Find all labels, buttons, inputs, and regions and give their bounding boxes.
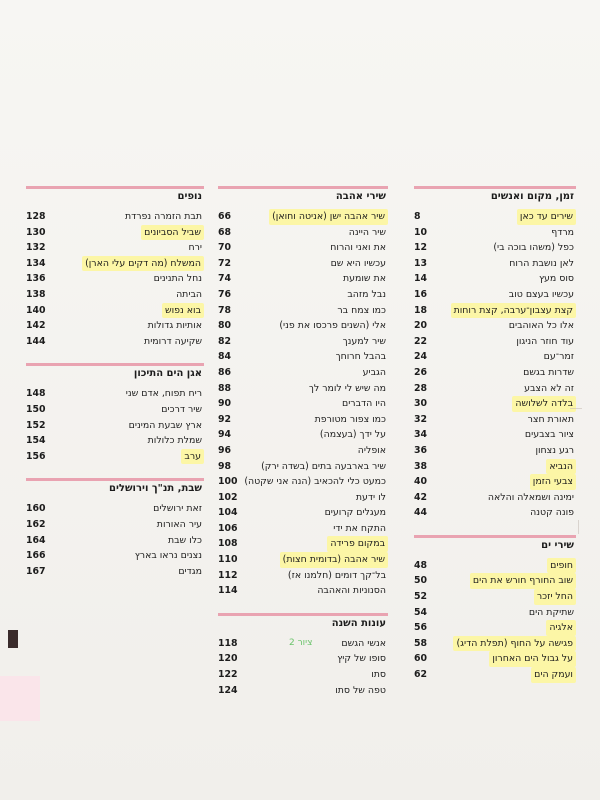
entry-title: נבל מזהב xyxy=(347,288,386,300)
entry-title: זה לא הצבע xyxy=(524,382,574,394)
entry-title: את ואני והרוח xyxy=(330,242,386,254)
toc-entry xyxy=(414,225,576,241)
section-gap xyxy=(26,464,204,478)
toc-entry xyxy=(414,318,576,334)
pencil-mark xyxy=(578,520,587,534)
entry-title: תאורת חצר xyxy=(527,413,574,425)
toc-entry xyxy=(218,427,388,443)
entry-page-number: 60 xyxy=(414,653,428,665)
entry-title: שביל הסביונים xyxy=(141,225,204,241)
section-heading: אגן הים התיכון xyxy=(26,363,204,382)
entry-page-number: 136 xyxy=(26,273,46,285)
toc-entry xyxy=(414,490,576,506)
entry-page-number: 124 xyxy=(218,684,238,696)
entry-page-number: 92 xyxy=(218,413,232,425)
entry-page-number: 8 xyxy=(414,211,421,222)
entry-page-number: 80 xyxy=(218,320,232,332)
entry-title: היו הדברים xyxy=(341,398,386,410)
entry-title: ארץ שבעת המינים xyxy=(128,419,202,431)
entry-page-number: 30 xyxy=(414,398,428,410)
entry-title: כלו שבת xyxy=(167,534,202,546)
entry-title: הגביע xyxy=(362,366,386,378)
entry-page-number: 26 xyxy=(414,366,428,378)
entry-title: נחל התנינים xyxy=(153,273,202,285)
entry-title: עכשיו היא שם xyxy=(330,257,386,269)
entry-page-number: 140 xyxy=(26,304,46,316)
entry-page-number: 82 xyxy=(218,335,232,347)
entry-page-number: 86 xyxy=(218,366,232,378)
toc-entry xyxy=(218,287,388,303)
entry-title: על ידך (בעצמה) xyxy=(319,429,386,441)
toc-entry xyxy=(414,459,576,475)
entry-title: על גבול הים האחרון xyxy=(489,651,576,667)
entry-title: שדרות בגשם xyxy=(523,366,574,378)
entry-title: חופים xyxy=(547,558,576,574)
entry-title: לאן נושבת הרוח xyxy=(509,257,574,269)
toc-entry xyxy=(26,402,204,418)
pencil-mark xyxy=(570,400,582,409)
toc-entry xyxy=(26,287,204,303)
entry-page-number: 78 xyxy=(218,304,232,316)
toc-entry xyxy=(218,683,388,699)
section-heading: זמן, מקום ואנשים xyxy=(414,186,576,205)
entry-page-number: 108 xyxy=(218,538,238,550)
toc-entry xyxy=(218,256,388,272)
entry-title: סתו xyxy=(371,669,386,681)
entry-title: צבעי הזמן xyxy=(530,474,576,490)
entry-page-number: 36 xyxy=(414,444,428,456)
toc-entry xyxy=(26,533,204,549)
entry-page-number: 162 xyxy=(26,518,46,530)
section-heading: שירי אהבה xyxy=(218,186,388,205)
section-heading: שבת, תנ"ך וירושלים xyxy=(26,478,204,497)
entry-title: בהבל חרוחך xyxy=(335,351,386,363)
toc-entry xyxy=(218,318,388,334)
entry-title: הביתה xyxy=(176,288,202,300)
entry-page-number: 110 xyxy=(218,554,238,566)
toc-entry xyxy=(414,505,576,521)
toc-entry xyxy=(218,636,388,652)
entry-page-number: 164 xyxy=(26,534,46,546)
toc-entry xyxy=(26,433,204,449)
entry-page-number: 112 xyxy=(218,569,238,581)
entry-page-number: 50 xyxy=(414,575,428,587)
toc-entry xyxy=(26,225,204,241)
entry-title: החל יזכר xyxy=(534,589,576,605)
entry-title: המשלח (מה דקים עלי הארן) xyxy=(82,256,204,272)
entry-title: אלי (השנים פרכסו את פני) xyxy=(279,320,386,332)
toc-entry xyxy=(218,583,388,599)
entry-title: מרדף xyxy=(551,226,574,238)
section-heading: שירי ים xyxy=(414,535,576,554)
entry-page-number: 32 xyxy=(414,413,428,425)
entry-title: בלדה לשלושה xyxy=(512,396,576,412)
entry-page-number: 38 xyxy=(414,460,428,472)
entry-page-number: 14 xyxy=(414,273,428,285)
toc-section xyxy=(218,186,388,599)
entry-page-number: 166 xyxy=(26,550,46,562)
entry-title: תבת הזמרה נפרדת xyxy=(124,211,202,222)
toc-entry xyxy=(218,568,388,584)
entry-title: ערב xyxy=(181,449,204,465)
entry-title: במקום פרידה xyxy=(327,536,388,552)
entry-title: נצנים נראו בארץ xyxy=(134,550,202,562)
entry-title: ימינה ושמאלה והלאה xyxy=(487,491,574,503)
entry-page-number: 156 xyxy=(26,450,46,462)
toc-entry xyxy=(218,459,388,475)
entry-page-number: 167 xyxy=(26,565,46,577)
toc-entry xyxy=(414,573,576,589)
toc-entry xyxy=(218,505,388,521)
toc-entry xyxy=(414,365,576,381)
entry-title: כמו צפור מטורפת xyxy=(314,413,386,425)
entry-page-number: 88 xyxy=(218,382,232,394)
entry-title: ירח xyxy=(188,242,202,254)
entry-page-number: 76 xyxy=(218,288,232,300)
toc-entry xyxy=(414,427,576,443)
toc-entry xyxy=(26,564,204,580)
entry-title: מגדים xyxy=(178,565,202,577)
column-left xyxy=(26,186,204,579)
entry-title: שירים עד כאן xyxy=(517,209,576,225)
entry-title: שוב החורף חורש את הים xyxy=(470,573,576,589)
section-gap xyxy=(414,521,576,535)
entry-title: שיר למענך xyxy=(342,335,386,347)
entry-page-number: 134 xyxy=(26,257,46,269)
toc-entry xyxy=(218,552,388,568)
entry-page-number: 48 xyxy=(414,559,428,571)
entry-title: שתיקת הים xyxy=(528,606,574,618)
entry-title: רגע נצחון xyxy=(535,444,574,456)
entry-title: כמעט כלי להכאיב (הנה אני שקטה) xyxy=(244,476,386,488)
entry-page-number: 56 xyxy=(414,622,428,634)
toc-entry xyxy=(26,386,204,402)
entry-title: בל־קך דומים (חלמנו אז) xyxy=(287,569,386,581)
entry-page-number: 128 xyxy=(26,211,46,222)
entry-page-number: 148 xyxy=(26,388,46,400)
toc-entry xyxy=(414,334,576,350)
section-gap xyxy=(218,599,388,613)
entry-title: אלגיה xyxy=(546,620,576,636)
toc-entry xyxy=(414,651,576,667)
entry-title: פגישה על החוף (תפלת הדיג) xyxy=(453,636,576,652)
toc-entry xyxy=(414,558,576,574)
entry-page-number: 28 xyxy=(414,382,428,394)
entry-title: ועמק הים xyxy=(531,667,576,683)
entry-title: התקח את ידי xyxy=(333,522,386,534)
entry-page-number: 160 xyxy=(26,503,46,515)
toc-entry xyxy=(26,548,204,564)
entry-page-number: 16 xyxy=(414,288,428,300)
entry-title: שיר אהבה ישן (אניטה וחואן) xyxy=(269,209,388,225)
entry-page-number: 102 xyxy=(218,491,238,503)
entry-title: לו ידעת xyxy=(355,491,386,503)
entry-title: עוד חוזר הניגון xyxy=(516,335,574,347)
toc-entry xyxy=(218,536,388,552)
toc-entry xyxy=(218,490,388,506)
entry-title: פונה קטנה xyxy=(530,507,574,519)
entry-title: סוס מעץ xyxy=(539,273,574,285)
toc-section xyxy=(218,613,388,698)
entry-title: קצת עצבון־ערבה, קצת רוחות xyxy=(451,303,576,319)
entry-page-number: 13 xyxy=(414,257,428,269)
entry-page-number: 142 xyxy=(26,320,46,332)
toc-entry xyxy=(26,271,204,287)
entry-title: שיר אהבה (בדומית חצות) xyxy=(280,552,388,568)
toc-entry xyxy=(414,303,576,319)
entry-page-number: 58 xyxy=(414,637,428,649)
toc-entry xyxy=(218,667,388,683)
toc-entry xyxy=(218,381,388,397)
toc-entry xyxy=(218,209,388,225)
ink-mark xyxy=(8,630,18,648)
entry-page-number: 104 xyxy=(218,507,238,519)
toc-entry xyxy=(218,349,388,365)
toc-entry xyxy=(26,240,204,256)
entry-title: זמר־עם xyxy=(543,351,574,363)
handwritten-note: ציור 2 xyxy=(288,637,313,648)
entry-title: את שומעת xyxy=(342,273,386,285)
section-heading: עונות השנה xyxy=(218,613,388,632)
toc-entry xyxy=(26,517,204,533)
toc-entry xyxy=(218,271,388,287)
entry-page-number: 22 xyxy=(414,335,428,347)
entry-title: הנביא xyxy=(546,459,576,475)
toc-entry xyxy=(26,449,204,465)
section-heading: נופים xyxy=(26,186,204,205)
column-middle xyxy=(218,186,388,698)
entry-title: ריח תפוח, אדם שני xyxy=(125,388,202,400)
entry-page-number: 44 xyxy=(414,507,428,519)
entry-page-number: 150 xyxy=(26,403,46,415)
entry-page-number: 130 xyxy=(26,226,46,238)
entry-title: אנשי הגשם xyxy=(341,637,386,649)
entry-title: שיר דרכים xyxy=(161,403,202,415)
toc-entry xyxy=(414,209,576,225)
toc-entry xyxy=(414,636,576,652)
entry-page-number: 54 xyxy=(414,606,428,618)
toc-entry xyxy=(218,412,388,428)
pink-stamp-mark xyxy=(0,676,40,721)
entry-page-number: 74 xyxy=(218,273,232,285)
toc-entry xyxy=(218,303,388,319)
toc-entry xyxy=(414,589,576,605)
entry-page-number: 84 xyxy=(218,351,232,363)
section-gap xyxy=(26,349,204,363)
entry-title: כמו צמח בר xyxy=(337,304,386,316)
toc-entry xyxy=(414,287,576,303)
toc-section xyxy=(26,363,204,464)
entry-title: הסנוניות והאהבה xyxy=(317,585,386,597)
entry-page-number: 62 xyxy=(414,669,428,681)
toc-section xyxy=(414,186,576,521)
entry-page-number: 20 xyxy=(414,320,428,332)
entry-title: שיר היינה xyxy=(348,226,386,238)
toc-entry xyxy=(26,256,204,272)
entry-page-number: 70 xyxy=(218,242,232,254)
entry-page-number: 94 xyxy=(218,429,232,441)
toc-entry xyxy=(218,365,388,381)
toc-entry xyxy=(218,334,388,350)
toc-entry xyxy=(26,418,204,434)
entry-page-number: 120 xyxy=(218,653,238,665)
entry-page-number: 122 xyxy=(218,669,238,681)
toc-entry xyxy=(26,318,204,334)
entry-title: ציור בצבעים xyxy=(524,429,574,441)
toc-section xyxy=(26,478,204,579)
toc-entry xyxy=(218,396,388,412)
toc-entry xyxy=(218,240,388,256)
entry-page-number: 144 xyxy=(26,335,46,347)
toc-entry xyxy=(26,501,204,517)
toc-entry xyxy=(218,443,388,459)
toc-section xyxy=(414,535,576,683)
column-right xyxy=(414,186,576,683)
toc-entry xyxy=(218,474,388,490)
toc-entry xyxy=(218,225,388,241)
entry-title: כפל (משהו בוכה בי) xyxy=(493,242,574,254)
toc-entry xyxy=(26,209,204,225)
entry-page-number: 98 xyxy=(218,460,232,472)
entry-page-number: 138 xyxy=(26,288,46,300)
entry-page-number: 34 xyxy=(414,429,428,441)
entry-page-number: 40 xyxy=(414,476,428,488)
entry-title: שקיעה דרומית xyxy=(144,335,202,347)
toc-entry xyxy=(414,605,576,621)
entry-title: טפה של סתו xyxy=(335,684,386,696)
toc-entry xyxy=(414,349,576,365)
toc-entry xyxy=(218,651,388,667)
entry-page-number: 132 xyxy=(26,242,46,254)
entry-title: עכשיו בעצם טוב xyxy=(508,288,574,300)
toc-entry xyxy=(414,412,576,428)
toc-entry xyxy=(26,303,204,319)
toc-entry xyxy=(414,620,576,636)
entry-page-number: 72 xyxy=(218,257,232,269)
toc-entry xyxy=(26,334,204,350)
entry-page-number: 42 xyxy=(414,491,428,503)
entry-page-number: 10 xyxy=(414,226,428,238)
entry-title: בוא נפוש xyxy=(162,303,204,319)
toc-entry xyxy=(414,474,576,490)
entry-page-number: 68 xyxy=(218,226,232,238)
entry-title: שיר בארבעה בתים (בשדה ירק) xyxy=(261,460,386,472)
entry-title: זאת ירושלים xyxy=(153,503,202,515)
entry-title: עיר האורות xyxy=(156,518,202,530)
entry-title: אלו כל האוהבים xyxy=(508,320,574,332)
entry-title: אותיות גדולות xyxy=(147,320,202,332)
entry-title: שמלת כלולות xyxy=(147,435,202,447)
toc-entry xyxy=(414,271,576,287)
entry-page-number: 96 xyxy=(218,444,232,456)
entry-page-number: 114 xyxy=(218,585,238,597)
entry-page-number: 90 xyxy=(218,398,232,410)
entry-page-number: 52 xyxy=(414,591,428,603)
toc-entry xyxy=(414,240,576,256)
entry-page-number: 154 xyxy=(26,435,46,447)
entry-page-number: 12 xyxy=(414,242,428,254)
toc-entry xyxy=(414,396,576,412)
toc-entry xyxy=(414,256,576,272)
entry-page-number: 152 xyxy=(26,419,46,431)
entry-page-number: 118 xyxy=(218,637,238,649)
entry-title: סופו של קיץ xyxy=(337,653,386,665)
entry-title: מה שיש לי לומר לך xyxy=(308,382,386,394)
entry-page-number: 106 xyxy=(218,522,238,534)
toc-entry xyxy=(218,521,388,537)
toc-section xyxy=(26,186,204,349)
entry-title: אופליה xyxy=(357,444,386,456)
entry-page-number: 18 xyxy=(414,304,428,316)
toc-entry xyxy=(414,667,576,683)
entry-page-number: 24 xyxy=(414,351,428,363)
entry-page-number: 66 xyxy=(218,211,232,222)
toc-entry xyxy=(414,443,576,459)
entry-page-number: 100 xyxy=(218,476,238,488)
entry-title: מעגלים קרועים xyxy=(324,507,386,519)
toc-entry xyxy=(414,381,576,397)
